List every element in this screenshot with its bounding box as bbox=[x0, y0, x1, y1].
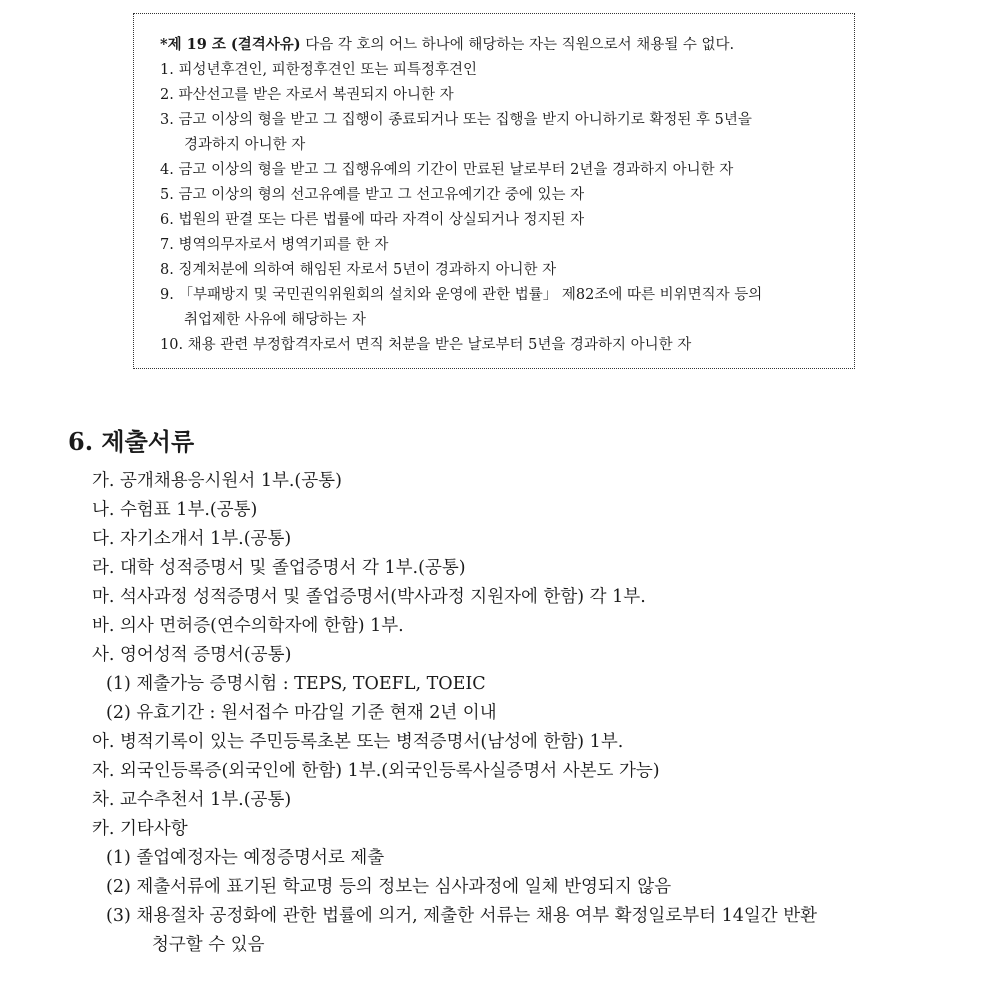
article-item-7: 7. 병역의무자로서 병역기피를 한 자 bbox=[160, 237, 389, 253]
article-heading bbox=[160, 32, 854, 58]
doc-item: 아. 병적기록이 있는 주민등록초본 또는 병적증명서(남성에 한함) 1부. bbox=[92, 732, 624, 752]
doc-sub-item: (2) 유효기간 : 원서접수 마감일 기준 현재 2년 이내 bbox=[106, 703, 497, 723]
doc-item: 바. 의사 면허증(연수의학자에 한함) 1부. bbox=[92, 616, 404, 636]
article-intro: 다음 각 호의 어느 하나에 해당하는 자는 직원으로서 채용될 수 없다. bbox=[300, 37, 735, 53]
required-documents-list bbox=[92, 467, 817, 960]
doc-item: 라. 대학 성적증명서 및 졸업증명서 각 1부.(공통) bbox=[92, 558, 466, 578]
doc-sub-item-text: (3) 채용절차 공정화에 관한 법률에 의거, 제출한 서류는 채용 여부 확정일로부터 14일간 반환 bbox=[106, 906, 818, 926]
doc-item: 가. 공개채용응시원서 1부.(공통) bbox=[92, 471, 342, 491]
disqualification-article-box bbox=[133, 13, 855, 369]
article-item-2: 2. 파산선고를 받은 자로서 복권되지 아니한 자 bbox=[160, 87, 454, 103]
article-item-4: 4. 금고 이상의 형을 받고 그 집행유예의 기간이 만료된 날로부터 2년을 경과하지 아니한 자 bbox=[160, 162, 734, 178]
doc-item: 다. 자기소개서 1부.(공통) bbox=[92, 529, 292, 549]
doc-item: 카. 기타사항 bbox=[92, 819, 188, 839]
article-item-5: 5. 금고 이상의 형의 선고유예를 받고 그 선고유예기간 중에 있는 자 bbox=[160, 187, 585, 203]
article-item-10: 10. 채용 관련 부정합격자로서 면직 처분을 받은 날로부터 5년을 경과하지 아니한 자 bbox=[160, 337, 692, 353]
article-item-6: 6. 법원의 판결 또는 다른 법률에 따라 자격이 상실되거나 정지된 자 bbox=[160, 212, 585, 228]
doc-item: 차. 교수추천서 1부.(공통) bbox=[92, 790, 292, 810]
article-item-1: 1. 피성년후견인, 피한정후견인 또는 피특정후견인 bbox=[160, 62, 478, 78]
doc-sub-item: (1) 졸업예정자는 예정증명서로 제출 bbox=[106, 848, 385, 868]
doc-item: 나. 수험표 1부.(공통) bbox=[92, 500, 258, 520]
doc-sub-item: (1) 제출가능 증명시험 : TEPS, TOEFL, TOEIC bbox=[106, 674, 486, 694]
article-item-3: 3. 금고 이상의 형을 받고 그 집행이 종료되거나 또는 집행을 받지 아니하기로 확정된 후 5년을 경과하지 아니한 자 bbox=[160, 112, 752, 153]
doc-item: 사. 영어성적 증명서(공통) bbox=[92, 645, 292, 665]
section-title: 6. 제출서류 bbox=[68, 427, 195, 456]
doc-item: 자. 외국인등록증(외국인에 한함) 1부.(외국인등록사실증명서 사본도 가능) bbox=[92, 761, 660, 781]
article-item-8: 8. 징계처분에 의하여 해임된 자로서 5년이 경과하지 아니한 자 bbox=[160, 262, 557, 278]
doc-sub-item: (2) 제출서류에 표기된 학교명 등의 정보는 심사과정에 일체 반영되지 않음 bbox=[106, 877, 672, 897]
article-title: *제 19 조 (결격사유) bbox=[160, 36, 301, 53]
doc-item: 마. 석사과정 성적증명서 및 졸업증명서(박사과정 지원자에 한함) 각 1부. bbox=[92, 587, 646, 607]
doc-sub-item-continuation: 청구할 수 있음 bbox=[152, 935, 265, 955]
article-item-9: 9. 「부패방지 및 국민권익위원회의 설치와 운영에 관한 법률」 제82조에 따른 비위면직자 등의 취업제한 사유에 해당하는 자 bbox=[160, 287, 763, 328]
doc-sub-item bbox=[92, 902, 817, 960]
